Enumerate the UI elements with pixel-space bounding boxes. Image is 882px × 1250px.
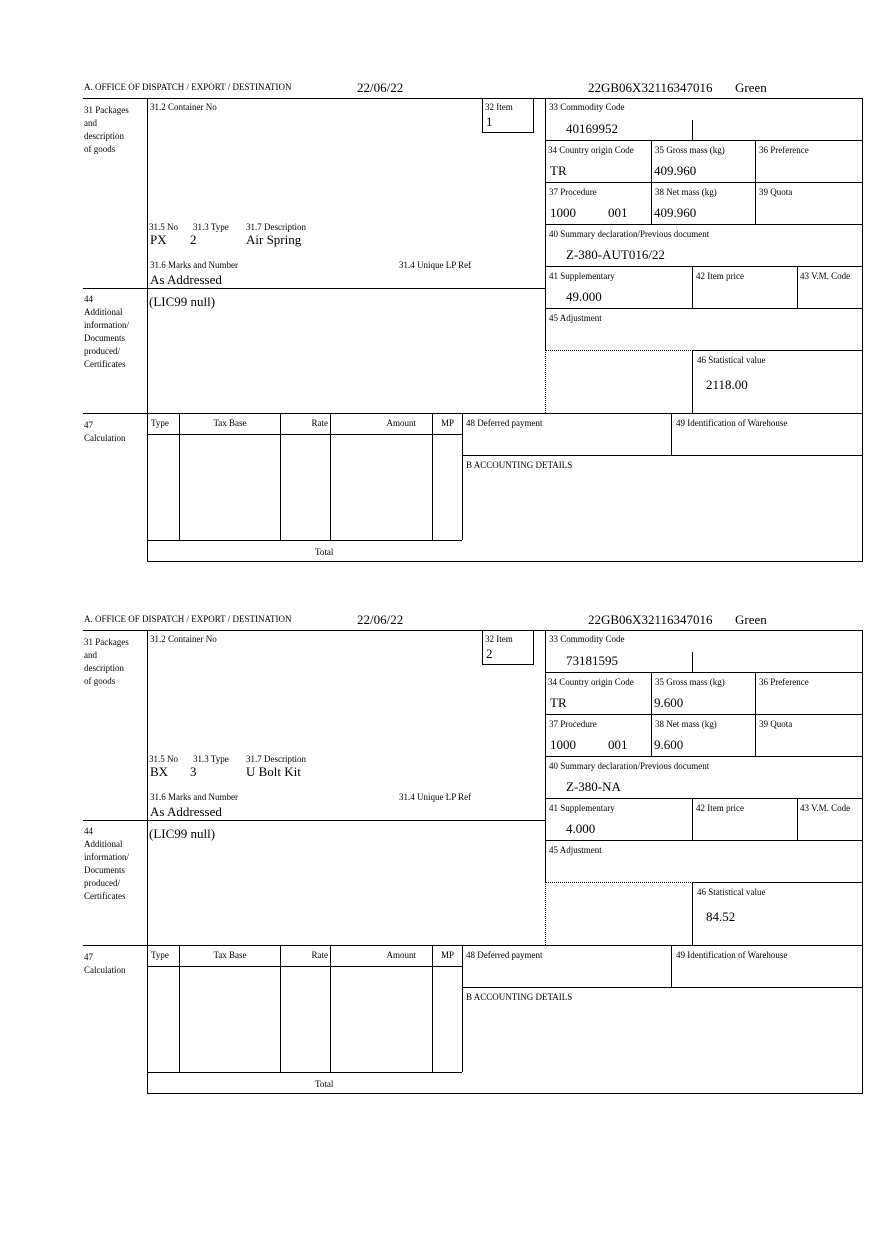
item-number: 2 bbox=[486, 646, 493, 661]
procedure-additional-code: 001 bbox=[608, 205, 628, 220]
item-label: 32 Item bbox=[485, 102, 513, 112]
preference-label: 36 Preference bbox=[759, 145, 809, 155]
warehouse-id-label: 49 Identification of Warehouse bbox=[676, 418, 788, 428]
goods-description: U Bolt Kit bbox=[246, 764, 301, 779]
office-label: A. OFFICE OF DISPATCH / EXPORT / DESTINATION bbox=[84, 82, 292, 92]
calc-amount-header: Amount bbox=[386, 418, 416, 428]
description-label: 31.7 Description bbox=[246, 222, 306, 232]
additional-info: (LIC99 null) bbox=[149, 294, 216, 309]
warehouse-id-label: 49 Identification of Warehouse bbox=[676, 950, 788, 960]
adjustment-label: 45 Adjustment bbox=[549, 845, 602, 855]
net-mass-label: 38 Net mass (kg) bbox=[655, 719, 717, 729]
box31-label-line: description bbox=[84, 131, 124, 141]
statistical-value-label: 46 Statistical value bbox=[697, 887, 766, 897]
statistical-value-label: 46 Statistical value bbox=[697, 355, 766, 365]
commodity-code-label: 33 Commodity Code bbox=[549, 102, 625, 112]
net-mass: 9.600 bbox=[654, 737, 684, 752]
quota-label: 39 Quota bbox=[759, 719, 793, 729]
statistical-value: 2118.00 bbox=[706, 377, 748, 392]
box31-label-line: description bbox=[84, 663, 124, 673]
gross-mass: 9.600 bbox=[654, 695, 684, 710]
marks-label: 31.6 Marks and Number bbox=[150, 260, 238, 270]
item-label: 32 Item bbox=[485, 634, 513, 644]
calc-tax-base-header: Tax Base bbox=[213, 418, 247, 428]
supplementary-units: 49.000 bbox=[566, 289, 602, 304]
package-type-label: 31.3 Type bbox=[193, 754, 229, 764]
office-label: A. OFFICE OF DISPATCH / EXPORT / DESTINATION bbox=[84, 614, 292, 624]
box47-label-line: 47 bbox=[84, 420, 93, 430]
route-status: Green bbox=[735, 612, 767, 627]
procedure-additional-code: 001 bbox=[608, 737, 628, 752]
additional-info: (LIC99 null) bbox=[149, 826, 216, 841]
box47-label-line: Calculation bbox=[84, 965, 126, 975]
deferred-payment-label: 48 Deferred payment bbox=[466, 950, 543, 960]
country-origin: TR bbox=[550, 695, 567, 710]
unique-lp-ref-label: 31.4 Unique LP Ref bbox=[399, 260, 472, 270]
calc-mp-header: MP bbox=[440, 950, 454, 960]
adjustment-label: 45 Adjustment bbox=[549, 313, 602, 323]
calc-type-header: Type bbox=[151, 950, 169, 960]
box44-label-line: produced/ bbox=[84, 878, 120, 888]
item-price-label: 42 Item price bbox=[696, 271, 744, 281]
commodity-code: 40169952 bbox=[566, 121, 618, 136]
box31-label-line: 31 Packages bbox=[84, 637, 129, 647]
marks-value: As Addressed bbox=[150, 804, 222, 819]
marks-label: 31.6 Marks and Number bbox=[150, 792, 238, 802]
vm-code-label: 43 V.M. Code bbox=[800, 271, 851, 281]
package-type: 3 bbox=[190, 764, 197, 779]
previous-document-label: 40 Summary declaration/Previous document bbox=[549, 761, 710, 771]
box47-label-line: 47 bbox=[84, 952, 93, 962]
calc-amount-header: Amount bbox=[386, 950, 416, 960]
box44-label-line: Certificates bbox=[84, 891, 126, 901]
calc-total-label: Total bbox=[315, 1079, 334, 1089]
supplementary-units: 4.000 bbox=[566, 821, 596, 836]
box31-label-line: 31 Packages bbox=[84, 105, 129, 115]
statistical-value: 84.52 bbox=[706, 909, 736, 924]
procedure-code: 1000 bbox=[550, 205, 576, 220]
goods-description: Air Spring bbox=[246, 232, 302, 247]
container-no-label: 31.2 Container No bbox=[150, 634, 217, 644]
package-type: 2 bbox=[190, 232, 197, 247]
declaration-item-form bbox=[0, 532, 882, 1089]
box47-label-line: Calculation bbox=[84, 433, 126, 443]
calc-rate-header: Rate bbox=[311, 418, 328, 428]
vm-code-label: 43 V.M. Code bbox=[800, 803, 851, 813]
marks-value: As Addressed bbox=[150, 272, 222, 287]
procedure-label: 37 Procedure bbox=[549, 187, 597, 197]
preference-label: 36 Preference bbox=[759, 677, 809, 687]
net-mass: 409.960 bbox=[654, 205, 697, 220]
previous-document: Z-380-NA bbox=[566, 779, 621, 794]
country-origin-label: 34 Country origin Code bbox=[548, 677, 634, 687]
supplementary-label: 41 Supplementary bbox=[549, 271, 615, 281]
procedure-label: 37 Procedure bbox=[549, 719, 597, 729]
declaration-date: 22/06/22 bbox=[357, 80, 404, 95]
calc-type-header: Type bbox=[151, 418, 169, 428]
box31-label-line: and bbox=[84, 650, 97, 660]
supplementary-label: 41 Supplementary bbox=[549, 803, 615, 813]
item-number: 1 bbox=[486, 114, 493, 129]
box31-label-line: and bbox=[84, 118, 97, 128]
box44-label-line: Additional bbox=[84, 307, 123, 317]
description-label: 31.7 Description bbox=[246, 754, 306, 764]
box44-label-line: Documents bbox=[84, 865, 125, 875]
accounting-details-label: B ACCOUNTING DETAILS bbox=[466, 460, 573, 470]
calc-tax-base-header: Tax Base bbox=[213, 950, 247, 960]
box31-label-line: of goods bbox=[84, 676, 116, 686]
package-type-label: 31.3 Type bbox=[193, 222, 229, 232]
gross-mass: 409.960 bbox=[654, 163, 697, 178]
box44-label-line: 44 bbox=[84, 294, 93, 304]
box44-label-line: Additional bbox=[84, 839, 123, 849]
box44-label-line: produced/ bbox=[84, 346, 120, 356]
declaration-reference: 22GB06X32116347016 bbox=[588, 612, 713, 627]
declaration-date: 22/06/22 bbox=[357, 612, 404, 627]
declaration-reference: 22GB06X32116347016 bbox=[588, 80, 713, 95]
declaration-item-form bbox=[0, 0, 882, 557]
package-no-label: 31.5 No bbox=[149, 754, 178, 764]
item-price-label: 42 Item price bbox=[696, 803, 744, 813]
unique-lp-ref-label: 31.4 Unique LP Ref bbox=[399, 792, 472, 802]
deferred-payment-label: 48 Deferred payment bbox=[466, 418, 543, 428]
previous-document-label: 40 Summary declaration/Previous document bbox=[549, 229, 710, 239]
calc-total-label: Total bbox=[315, 547, 334, 557]
box44-label-line: information/ bbox=[84, 320, 129, 330]
quota-label: 39 Quota bbox=[759, 187, 793, 197]
box44-label-line: information/ bbox=[84, 852, 129, 862]
country-origin-label: 34 Country origin Code bbox=[548, 145, 634, 155]
box44-label-line: 44 bbox=[84, 826, 93, 836]
commodity-code: 73181595 bbox=[566, 653, 618, 668]
package-no: BX bbox=[150, 764, 169, 779]
net-mass-label: 38 Net mass (kg) bbox=[655, 187, 717, 197]
gross-mass-label: 35 Gross mass (kg) bbox=[655, 677, 725, 687]
container-no-label: 31.2 Container No bbox=[150, 102, 217, 112]
calc-rate-header: Rate bbox=[311, 950, 328, 960]
package-no-label: 31.5 No bbox=[149, 222, 178, 232]
package-no: PX bbox=[150, 232, 167, 247]
calc-mp-header: MP bbox=[440, 418, 454, 428]
accounting-details-label: B ACCOUNTING DETAILS bbox=[466, 992, 573, 1002]
box44-label-line: Certificates bbox=[84, 359, 126, 369]
country-origin: TR bbox=[550, 163, 567, 178]
gross-mass-label: 35 Gross mass (kg) bbox=[655, 145, 725, 155]
box31-label-line: of goods bbox=[84, 144, 116, 154]
previous-document: Z-380-AUT016/22 bbox=[566, 247, 665, 262]
route-status: Green bbox=[735, 80, 767, 95]
box44-label-line: Documents bbox=[84, 333, 125, 343]
procedure-code: 1000 bbox=[550, 737, 576, 752]
commodity-code-label: 33 Commodity Code bbox=[549, 634, 625, 644]
